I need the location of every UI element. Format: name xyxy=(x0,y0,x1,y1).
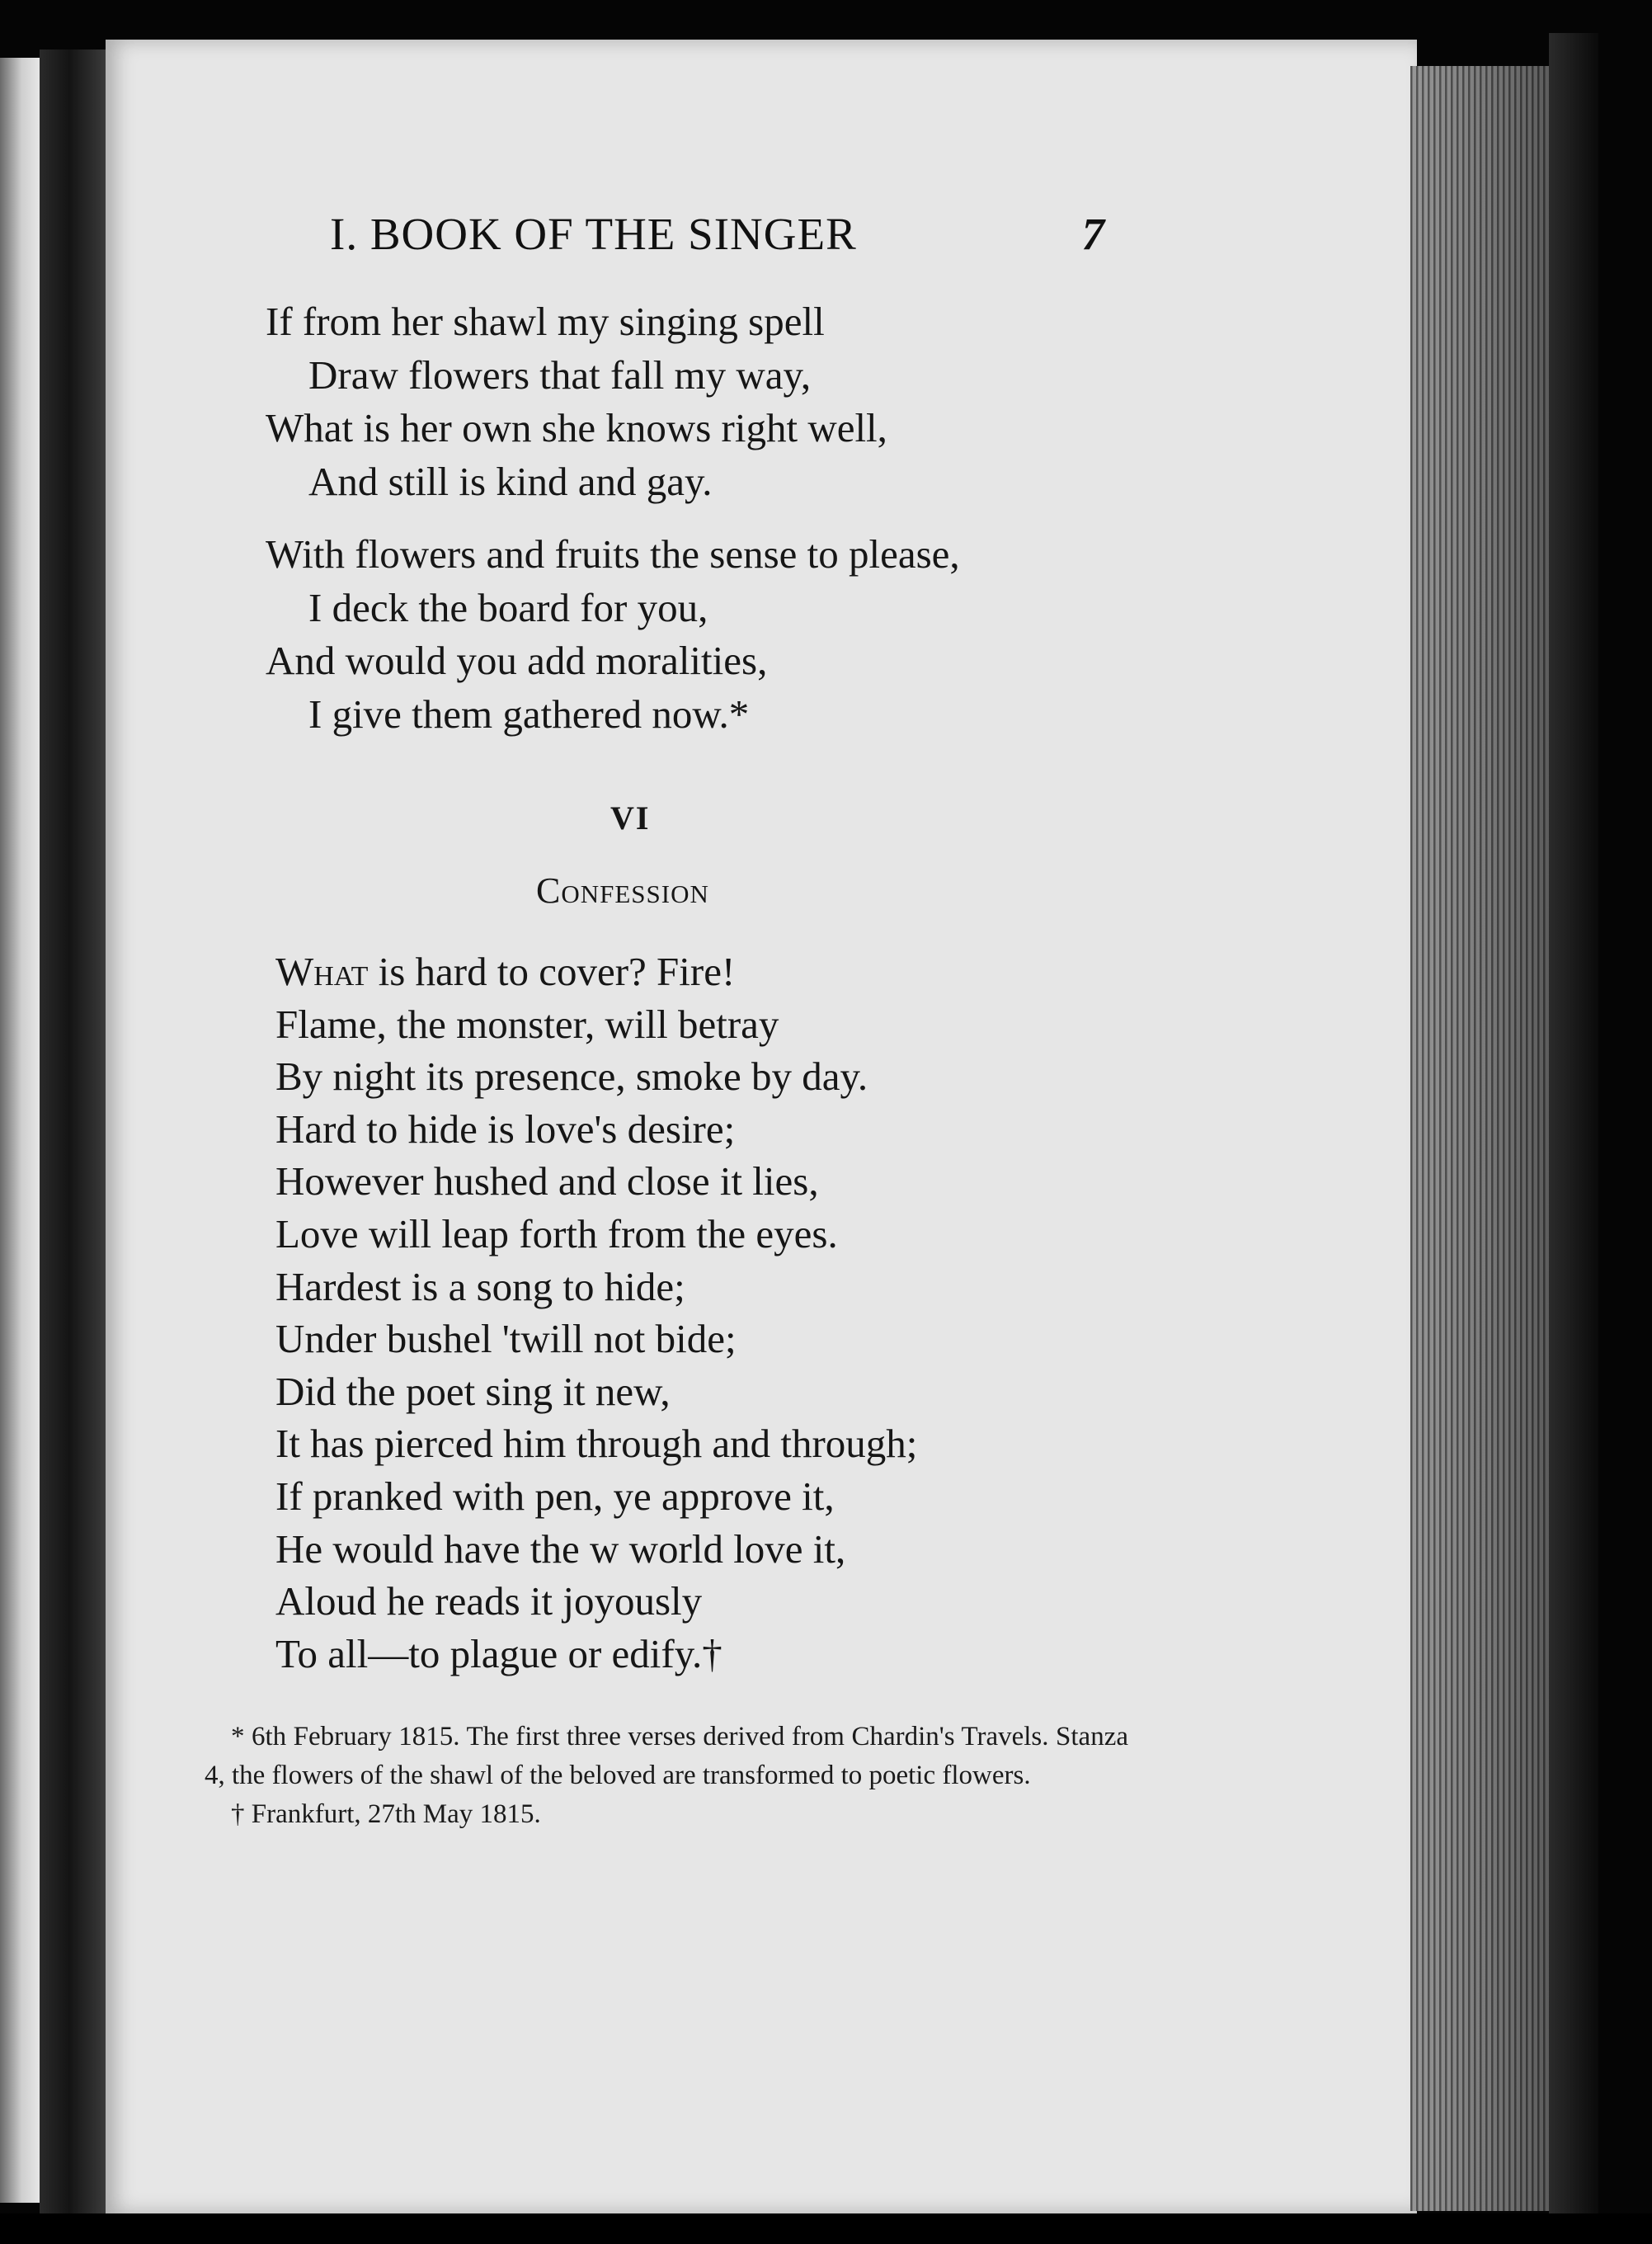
running-head-title: I. BOOK OF THE SINGER xyxy=(330,209,857,259)
verse-line: And would you add moralities, xyxy=(266,638,768,683)
page-block-edges xyxy=(1410,66,1549,2211)
verse-line: By night its presence, smoke by day. xyxy=(275,1054,868,1100)
verse-line: To all—to plague or edify.† xyxy=(275,1630,722,1676)
verse-line: What is her own she knows right well, xyxy=(266,405,887,450)
verse-line: Did the poet sing it new, xyxy=(275,1368,671,1414)
poem-confession xyxy=(275,945,917,1680)
verse-line: Love will leap forth from the eyes. xyxy=(275,1210,838,1256)
verse-line: He would have the w world love it, xyxy=(275,1525,846,1572)
facing-page-edge xyxy=(0,58,40,2203)
verse-line: It has pierced him through and through; xyxy=(275,1421,918,1467)
section-title: Confession xyxy=(536,870,709,911)
scan-bottom-border xyxy=(0,2213,1652,2244)
verse-line xyxy=(275,945,917,998)
verse-line: I give them gathered now.* xyxy=(308,691,750,737)
verse-line: Draw flowers that fall my way, xyxy=(308,351,812,398)
verse-line: If from her shawl my singing spell xyxy=(266,299,825,344)
verse-line: Hardest is a song to hide; xyxy=(275,1263,685,1309)
book-cover-edge xyxy=(1549,33,1598,2244)
book-gutter xyxy=(40,50,106,2228)
section-number: VI xyxy=(610,799,651,837)
verse-line: Hard to hide is love's desire; xyxy=(275,1106,736,1152)
footnote-2: † Frankfurt, 27th May 1815. xyxy=(231,1799,541,1829)
footnotes xyxy=(205,1718,1128,1834)
verse-line: I deck the board for you, xyxy=(308,584,708,630)
verse-line: However hushed and close it lies, xyxy=(275,1158,819,1204)
stanza-2 xyxy=(266,528,960,741)
verse-line: If pranked with pen, ye approve it, xyxy=(275,1473,835,1519)
verse-line: And still is kind and gay. xyxy=(308,458,713,504)
page-number: 7 xyxy=(1081,209,1105,259)
verse-line: Under bushel 'twill not bide; xyxy=(275,1316,737,1362)
stanza-1 xyxy=(266,295,887,508)
first-line-text: is hard to cover? Fire! xyxy=(368,949,736,994)
opening-word: What xyxy=(275,949,369,994)
footnote-1: * 6th February 1815. The first three verses derived from Chardin's Travels. Stanza 4, the flowers of the shawl of the beloved are transformed to poetic flowers. xyxy=(205,1722,1128,1790)
verse-line: Flame, the monster, will betray xyxy=(275,1001,779,1047)
verse-line: With flowers and fruits the sense to please, xyxy=(266,531,960,577)
verse-line: Aloud he reads it joyously xyxy=(275,1578,703,1624)
